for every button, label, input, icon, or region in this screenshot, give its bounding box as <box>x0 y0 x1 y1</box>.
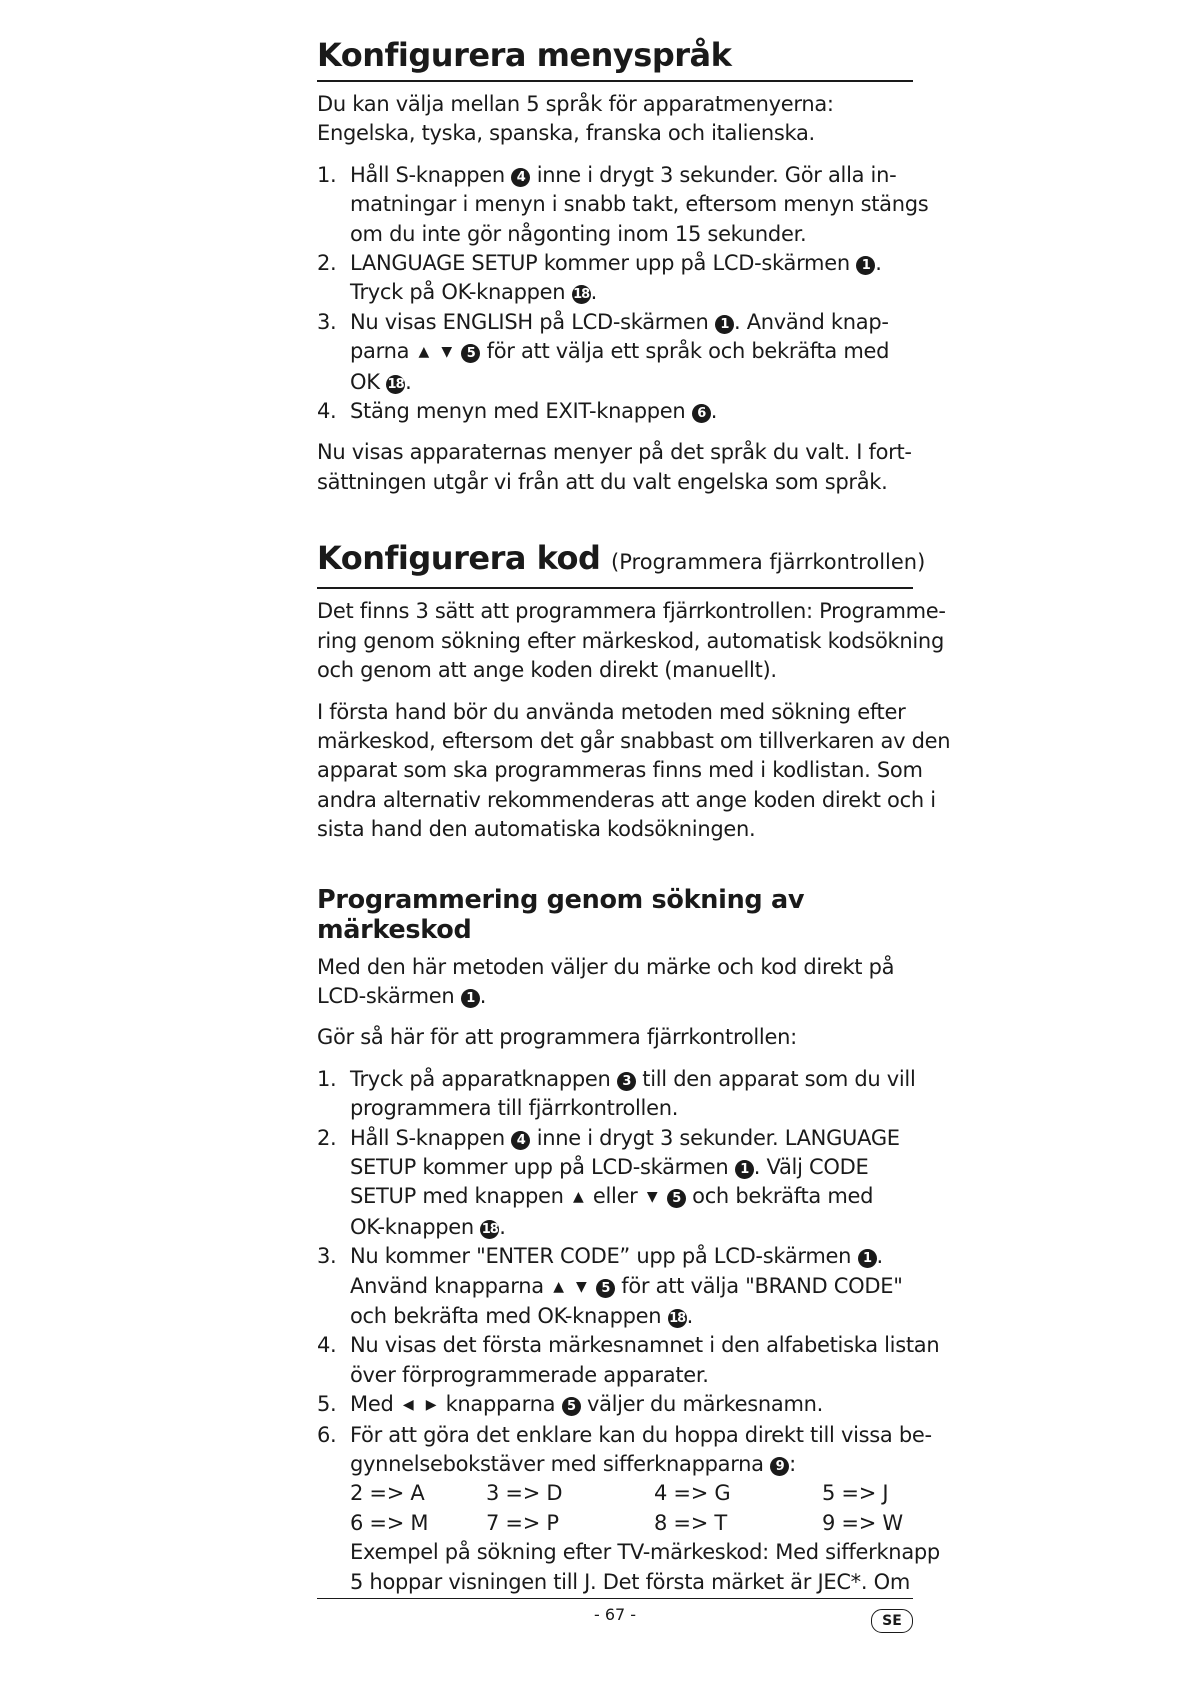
callout-18-icon: 18 <box>573 287 590 303</box>
letter-map-block <box>317 1479 940 1597</box>
arrow-up-icon: ▲ <box>418 344 429 361</box>
callout-4-icon: 4 <box>511 168 530 187</box>
list-item-line: OK 18. <box>350 369 412 394</box>
text-line: apparat som ska programmeras finns med i kodlistan. Som <box>317 758 923 783</box>
letter-map-cell: 4 => G <box>654 1481 731 1506</box>
list-item <box>317 1124 913 1243</box>
heading-konfigurera-kod <box>317 537 926 589</box>
example-text <box>350 1538 940 1597</box>
list-number: 6. <box>317 1422 337 1447</box>
list-item <box>317 1065 916 1124</box>
list-item-line: programmera till fjärrkontrollen. <box>350 1096 679 1121</box>
callout-18-icon: 18 <box>669 1311 686 1326</box>
callout-1-icon: 1 <box>461 989 480 1008</box>
list-item <box>317 1331 940 1390</box>
arrow-down-icon: ▼ <box>576 1278 587 1295</box>
callout-18-icon: 18 <box>387 376 404 392</box>
list-item-line: gynnelsebokstäver med sifferknapparna 9 : <box>350 1452 796 1477</box>
page-number: - 67 - <box>593 1605 637 1624</box>
callout-4-icon: 4 <box>511 1131 530 1150</box>
letter-map-cell: 8 => T <box>654 1510 727 1535</box>
letter-map-cell: 3 => D <box>486 1481 563 1506</box>
document-page <box>317 28 951 1597</box>
text-line: märkeskod <box>317 914 472 945</box>
list-item-line: För att göra det enklare kan du hoppa direkt till vissa be- <box>350 1422 932 1447</box>
list-number: 2. <box>317 251 337 276</box>
callout-3-icon: 3 <box>617 1072 636 1091</box>
arrow-down-icon: ▼ <box>646 1189 658 1206</box>
letter-map-cell: 9 => W <box>822 1510 903 1535</box>
list-number: 4. <box>317 399 337 424</box>
callout-1-icon: 1 <box>858 1249 877 1268</box>
text-line: Nu visas apparaternas menyer på det språk du valt. I fort- <box>317 440 912 465</box>
list-item-line: Nu visas ENGLISH på LCD-skärmen 1 . Använd knap- <box>350 309 889 334</box>
list-number: 5. <box>317 1392 337 1417</box>
list-item-line: matningar i menyn i snabb takt, eftersom menyn stängs <box>350 192 929 217</box>
arrow-up-icon: ▲ <box>573 1189 584 1206</box>
arrow-right-icon: ▶ <box>425 1397 437 1414</box>
section1-steps <box>317 161 929 427</box>
list-item-line: LANGUAGE SETUP kommer upp på LCD-skärmen 1 . <box>350 251 882 276</box>
text-line: Programmering genom sökning av <box>317 884 805 915</box>
heading-programmering-markeskod <box>317 885 913 945</box>
list-item-line: Håll S-knappen 4 inne i drygt 3 sekunder. Gör alla in- <box>350 162 897 187</box>
callout-1-icon: 1 <box>856 256 875 275</box>
list-item <box>317 397 913 426</box>
heading-konfigurera-kod-subtitle: (Programmera fjärrkontrollen) <box>611 550 926 575</box>
callout-1-icon: 1 <box>715 315 734 334</box>
text-line: I första hand bör du använda metoden med sökning efter <box>317 699 906 724</box>
list-item-line: över förprogrammerade apparater. <box>350 1362 709 1387</box>
list-number: 2. <box>317 1125 337 1150</box>
list-item-line: SETUP med knappen ▲ eller ▼ 5 och bekräfta med <box>350 1182 913 1212</box>
text-line: ring genom sökning efter märkeskod, automatisk kodsökning <box>317 628 944 653</box>
list-item-line: parna ▲ ▼ 5 för att välja ett språk och bekräfta med <box>350 337 913 367</box>
list-item-line: och bekräfta med OK-knappen 18. <box>350 1304 694 1328</box>
section2-para1 <box>317 597 946 685</box>
list-item-line: Använd knapparna ▲ ▼ 5 för att välja "BRAND CODE" <box>350 1272 913 1302</box>
text-line: och genom att ange koden direkt (manuellt). <box>317 658 777 683</box>
list-item-line: SETUP kommer upp på LCD-skärmen 1 . Välj CODE <box>350 1154 869 1179</box>
section3-steps <box>317 1065 940 1480</box>
list-item <box>317 1421 932 1480</box>
list-item-line: Tryck på apparatknappen 3 till den apparat som du vill <box>350 1066 916 1091</box>
list-number: 4. <box>317 1333 337 1358</box>
list-item <box>317 308 913 397</box>
letter-map-cell: 6 => M <box>350 1510 429 1535</box>
letter-map-grid <box>350 1479 913 1538</box>
text-line: Det finns 3 sätt att programmera fjärrkontrollen: Programme- <box>317 599 946 624</box>
arrow-left-icon: ◀ <box>402 1397 414 1414</box>
letter-map-cell: 5 => J <box>822 1481 889 1506</box>
text-line: LCD-skärmen 1 . <box>317 983 487 1008</box>
section3-para2 <box>317 1023 913 1052</box>
callout-9-icon: 9 <box>770 1457 789 1476</box>
callout-6-icon: 6 <box>692 404 711 423</box>
list-item <box>317 1242 913 1331</box>
list-item-line: Med ◀ ▶ knapparna 5 väljer du märkesnamn. <box>350 1390 913 1420</box>
list-item-line: Håll S-knappen 4 inne i drygt 3 sekunder. LANGUAGE <box>350 1125 900 1150</box>
section2-para2 <box>317 698 951 845</box>
callout-5-icon: 5 <box>562 1397 581 1416</box>
list-item-line: om du inte gör någonting inom 15 sekunder. <box>350 221 807 246</box>
list-number: 1. <box>317 162 337 187</box>
text-line: Engelska, tyska, spanska, franska och italienska. <box>317 121 815 146</box>
language-badge: SE <box>871 1609 913 1633</box>
text-line: Exempel på sökning efter TV-märkeskod: Med sifferknapp <box>350 1540 940 1565</box>
section1-intro <box>317 90 913 149</box>
callout-5-icon: 5 <box>667 1189 686 1208</box>
text-line: sättningen utgår vi från att du valt engelska som språk. <box>317 469 888 494</box>
letter-map-cell: 7 => P <box>486 1510 559 1535</box>
list-number: 3. <box>317 1244 337 1269</box>
text-line: sista hand den automatiska kodsökningen. <box>317 817 756 842</box>
arrow-down-icon: ▼ <box>441 344 452 361</box>
heading-konfigurera-kod-title: Konfigurera kod <box>317 539 601 578</box>
list-item-line: Tryck på OK-knappen 18. <box>350 280 598 305</box>
text-line: Du kan välja mellan 5 språk för apparatmenyerna: <box>317 92 834 116</box>
letter-map-cell: 2 => A <box>350 1481 425 1506</box>
callout-5-icon: 5 <box>596 1279 615 1298</box>
list-number: 3. <box>317 309 337 334</box>
text-line: märkeskod, eftersom det går snabbast om tillverkaren av den <box>317 728 951 753</box>
arrow-up-icon: ▲ <box>553 1278 564 1295</box>
text-line: Gör så här för att programmera fjärrkontrollen: <box>317 1025 797 1050</box>
text-line: Med den här metoden väljer du märke och kod direkt på <box>317 954 895 979</box>
callout-18-icon: 18 <box>481 1221 498 1237</box>
list-item-line: Nu kommer "ENTER CODE” upp på LCD-skärmen 1 . <box>350 1244 883 1269</box>
text-line: 5 hoppar visningen till J. Det första märket är JEC*. Om <box>350 1569 911 1594</box>
list-item-line: Nu visas det första märkesnamnet i den alfabetiska listan <box>350 1333 940 1358</box>
list-item-line: Stäng menyn med EXIT-knappen 6 . <box>350 399 718 424</box>
callout-1-icon: 1 <box>735 1160 754 1179</box>
list-item <box>317 249 913 308</box>
heading-konfigurera-menysprak: Konfigurera menyspråk <box>317 34 913 82</box>
list-item-line: OK-knappen 18. <box>350 1214 506 1239</box>
page-footer <box>317 1598 913 1629</box>
text-line: andra alternativ rekommenderas att ange koden direkt och i <box>317 787 936 812</box>
callout-5-icon: 5 <box>461 344 480 363</box>
list-number: 1. <box>317 1066 337 1091</box>
list-item <box>317 161 929 249</box>
section3-para1 <box>317 953 913 1012</box>
list-item <box>317 1390 913 1420</box>
section1-outro <box>317 438 913 497</box>
